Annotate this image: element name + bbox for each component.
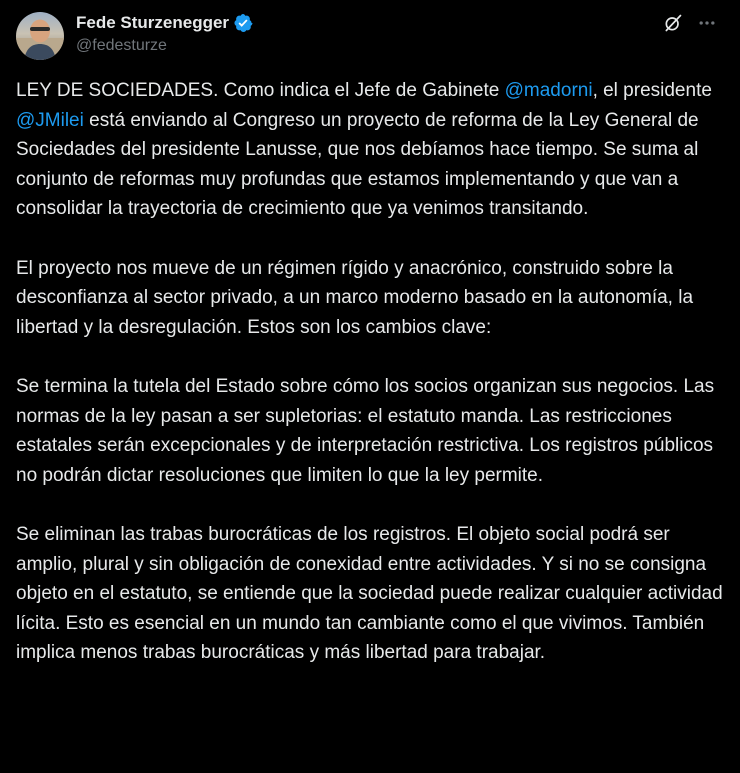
- avatar-photo: [16, 12, 64, 60]
- paragraph-1: [16, 76, 724, 224]
- author-names: [76, 12, 253, 56]
- display-name[interactable]: Fede Sturzenegger: [76, 13, 230, 32]
- tweet-text: [16, 76, 724, 668]
- paragraph-2: El proyecto nos mueve de un régimen rígido y anacrónico, construido sobre la desconfianza al sector privado, a un marco moderno basado en la autonomía, la libertad y la desregulación. Estos son los cambios clave:: [16, 257, 694, 338]
- paragraph-1-rest: está enviando al Congreso un proyecto de reforma de la Ley General de Sociedades del presidente Lanusse, que nos debíamos hace tiempo. Se suma al conjunto de reformas muy profundas que estamos implementando y que van a consolidar la trayectoria de crecimiento que ya venimos transitando.: [16, 109, 699, 220]
- mention-jmilei[interactable]: @JMilei: [16, 109, 84, 131]
- verified-badge-icon[interactable]: [233, 13, 253, 33]
- paragraph-1-intro: LEY DE SOCIEDADES. Como indica el Jefe de Gabinete: [16, 80, 505, 101]
- grok-icon[interactable]: [656, 12, 690, 34]
- avatar[interactable]: [16, 12, 64, 60]
- paragraph-3: Se termina la tutela del Estado sobre cómo los socios organizan sus negocios. Las normas de la ley pasan a ser supletorias: el estatuto manda. Las restricciones estatales serán excepcionales y de interpretación restrictiva. Los registros públicos no podrán dictar resoluciones que limiten lo que la ley permite.: [16, 375, 715, 486]
- paragraph-gap: [16, 490, 724, 520]
- tweet-header: [16, 12, 724, 60]
- paragraph-1-middle: , el presidente: [592, 80, 712, 101]
- mention-madorni[interactable]: @madorni: [504, 80, 593, 101]
- handle[interactable]: @fedesturze: [76, 37, 167, 54]
- paragraph-gap: [16, 224, 724, 254]
- more-icon[interactable]: [690, 12, 724, 34]
- paragraph-4: Se eliminan las trabas burocráticas de los registros. El objeto social podrá ser amplio, plural y sin obligación de conexidad entre actividades. Y si no se consigna objeto en el estatuto, se entiende que la sociedad puede realizar cualquier actividad lícita. Esto es esencial en un mundo tan cambiante como el que vivimos. También implica menos trabas burocráticas y más libertad para trabajar.: [16, 523, 723, 664]
- paragraph-gap: [16, 342, 724, 372]
- name-row: [76, 13, 253, 33]
- header-actions: [656, 12, 724, 34]
